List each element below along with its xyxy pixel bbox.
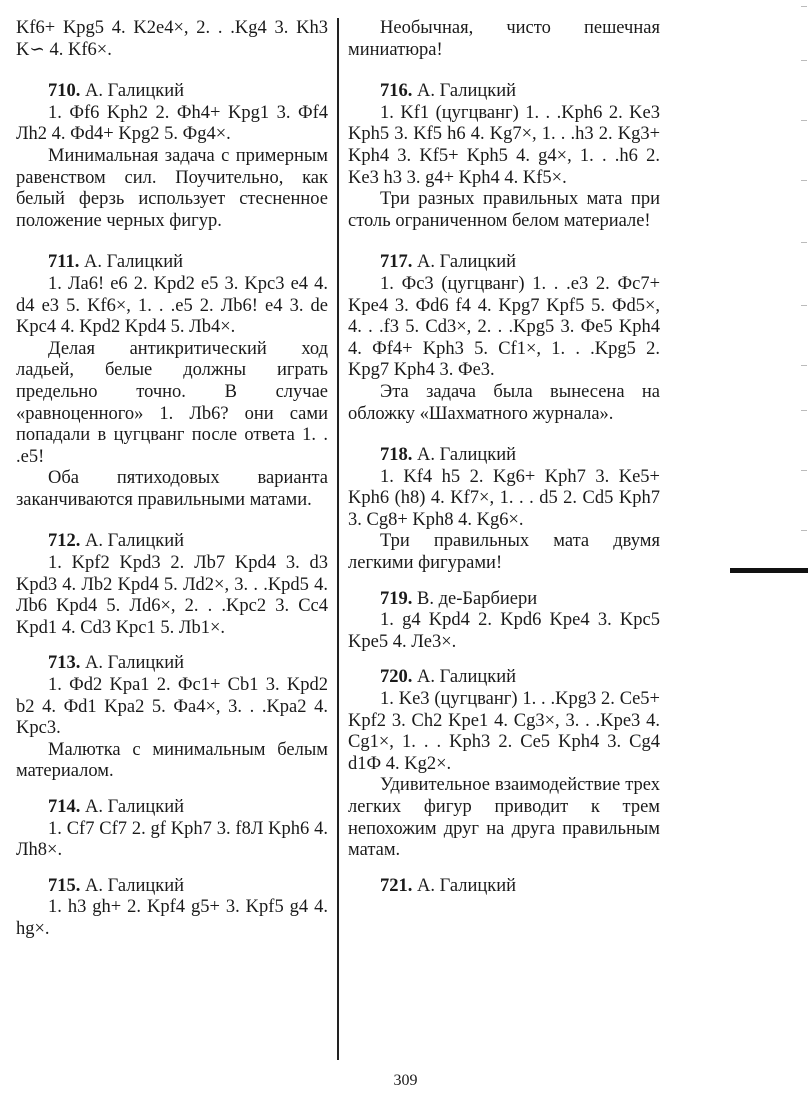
- problem-author: А. Галицкий: [417, 667, 517, 688]
- problem-title: [16, 81, 328, 103]
- moves-text: Kf6+ Kpg5 4. K2e4×, 2. . .Kg4 3. Kh3 K∽ 4. Kf6×.: [16, 18, 328, 60]
- margin-tick: [801, 530, 807, 531]
- problem-title: [348, 589, 660, 611]
- comment-text: Удивительное взаимодействие трех легких фигур приводит к трем непохожим друг на друга правильным матам.: [348, 775, 660, 861]
- problem-author: В. де-Барбиери: [417, 588, 538, 609]
- right-column: [348, 18, 660, 897]
- column-divider: [337, 18, 339, 1060]
- problem-title: [16, 797, 328, 819]
- margin-tick: [801, 410, 807, 411]
- margin-tick: [801, 180, 807, 181]
- moves-text: 1. Cf7 Cf7 2. gf Kph7 3. f8Л Kph6 4. Лh8×.: [16, 818, 328, 861]
- problem-author: А. Галицкий: [83, 252, 184, 273]
- moves-text: 1. Kf1 (цугцванг) 1. . .Kph6 2. Ke3 Kph5 3. Kf5 h6 4. Kg7×, 1. . .h3 2. Kg3+ Kph4 3. Kf5+ Kph5 4. g4×, 1. . .h6 2. Ke3 h3 3. g4+ Kph4 4. Kf5×.: [348, 102, 660, 188]
- problem-title: [348, 445, 660, 467]
- comment-text: Минимальная задача с примерным равенством сил. Поучительно, как белый ферзь использует стесненное положение черных фигур.: [16, 145, 328, 231]
- problem-author: А. Галицкий: [85, 797, 185, 817]
- problem-title: [16, 531, 328, 553]
- problem-number: 713.: [48, 653, 81, 674]
- problem-number: 718.: [380, 445, 413, 466]
- problem-number: 716.: [380, 81, 413, 102]
- moves-text: 1. Фd2 Kpa1 2. Фc1+ Cb1 3. Kpd2 b2 4. Фd1 Kpa2 5. Фa4×, 3. . .Kpa2 4. Kpc3.: [16, 675, 328, 739]
- problem-title: [348, 667, 660, 689]
- problem-author: А. Галицкий: [85, 531, 185, 552]
- problem-number: 711.: [48, 252, 80, 273]
- problem-number: 720.: [380, 667, 413, 688]
- problem-author: А. Галицкий: [85, 875, 185, 896]
- moves-text: 1. Kf4 h5 2. Kg6+ Kph7 3. Ke5+ Kph6 (h8) 4. Kf7×, 1. . . d5 2. Cd5 Kph7 3. Cg8+ Kph8 4. Kg6×.: [348, 466, 660, 530]
- problem-number: 715.: [48, 875, 81, 896]
- problem-number: 714.: [48, 797, 81, 817]
- problem-number: 717.: [380, 252, 413, 273]
- comment-text: Эта задача была вынесена на обложку «Шахматного журнала».: [348, 381, 660, 424]
- moves-text: 1. Ла6! e6 2. Kpd2 e5 3. Kpc3 e4 4. d4 e3 5. Kf6×, 1. . .e5 2. Лb6! e4 3. de Kpc4 4. Kpd2 Kpd4 5. Лb4×.: [16, 273, 328, 338]
- margin-tick: [801, 6, 807, 7]
- margin-tick: [801, 120, 807, 121]
- problem-author: А. Галицкий: [417, 445, 517, 466]
- problem-title: [16, 876, 328, 898]
- problem-title: [348, 252, 660, 274]
- margin-tick: [801, 470, 807, 471]
- problem-author: А. Галицкий: [85, 653, 185, 674]
- comment-text: Малютка с минимальным белым материалом.: [16, 739, 328, 782]
- moves-text: 1. Ke3 (цугцванг) 1. . .Kpg3 2. Ce5+ Kpf2 3. Ch2 Kpe1 4. Cg3×, 3. . .Kpe3 4. Cg1×, 1. . . Kph3 2. Ce5 Kph4 3. Cg4 d1Ф 4. Kg2×.: [348, 689, 660, 774]
- problem-title: [16, 653, 328, 675]
- problem-title: [348, 81, 660, 103]
- moves-text: 1. Фf6 Kph2 2. Фh4+ Kpg1 3. Фf4 Лh2 4. Фd4+ Kpg2 5. Фg4×.: [16, 102, 328, 145]
- problem-number: 721.: [380, 875, 413, 896]
- margin-tick: [801, 242, 807, 243]
- moves-text: 1. g4 Kpd4 2. Kpd6 Kpe4 3. Kpc5 Kpe5 4. Лe3×.: [348, 610, 660, 652]
- problem-number: 719.: [380, 588, 413, 609]
- comment-text: Три правильных мата двумя легкими фигурами!: [348, 531, 660, 574]
- margin-tick: [801, 60, 807, 61]
- moves-text: 1. h3 gh+ 2. Kpf4 g5+ 3. Kpf5 g4 4. hg×.: [16, 897, 328, 939]
- comment-text: Оба пятиходовых варианта заканчиваются правильными матами.: [16, 468, 328, 510]
- comment-text: Необычная, чисто пешечная миниатюра!: [348, 18, 660, 60]
- problem-number: 712.: [48, 531, 81, 552]
- problem-author: А. Галицкий: [417, 252, 517, 273]
- problem-author: А. Галицкий: [417, 875, 517, 896]
- moves-text: 1. Kpf2 Kpd3 2. Лb7 Kpd4 3. d3 Kpd3 4. Лb2 Kpd4 5. Лd2×, 3. . .Kpd5 4. Лb6 Kpd4 5. Лd6×, 2. . .Kpc2 3. Cc4 Kpd1 4. Cd3 Kpc1 5. Лb1×.: [16, 553, 328, 638]
- comment-text: Делая антикритический ход ладьей, белые должны играть предельно точно. В случае «равноценного» 1. Лb6? они сами попадали в цугцванг после ответа 1. . .e5!: [16, 338, 328, 467]
- problem-author: А. Галицкий: [417, 81, 517, 102]
- page-number: 309: [393, 1072, 418, 1089]
- problem-title: [348, 876, 660, 898]
- left-column: [16, 18, 328, 941]
- margin-tick: [801, 365, 807, 366]
- moves-text: 1. Фс3 (цугцванг) 1. . .e3 2. Фc7+ Kpe4 3. Фd6 f4 4. Kpg7 Kpf5 5. Фd5×, 4. . .f3 5. Cd3×, 2. . .Kpg5 3. Фe5 Kph4 4. Фf4+ Kph3 5. Cf1×, 1. . .Kpg5 2. Kpg7 Kph4 3. Фe3.: [348, 273, 660, 381]
- problem-title: [16, 252, 328, 274]
- margin-tick: [801, 305, 807, 306]
- margin-bar: [730, 568, 808, 573]
- problem-number: 710.: [48, 81, 81, 102]
- comment-text: Три разных правильных мата при столь ограниченном белом материале!: [348, 189, 660, 231]
- problem-author: А. Галицкий: [85, 81, 185, 102]
